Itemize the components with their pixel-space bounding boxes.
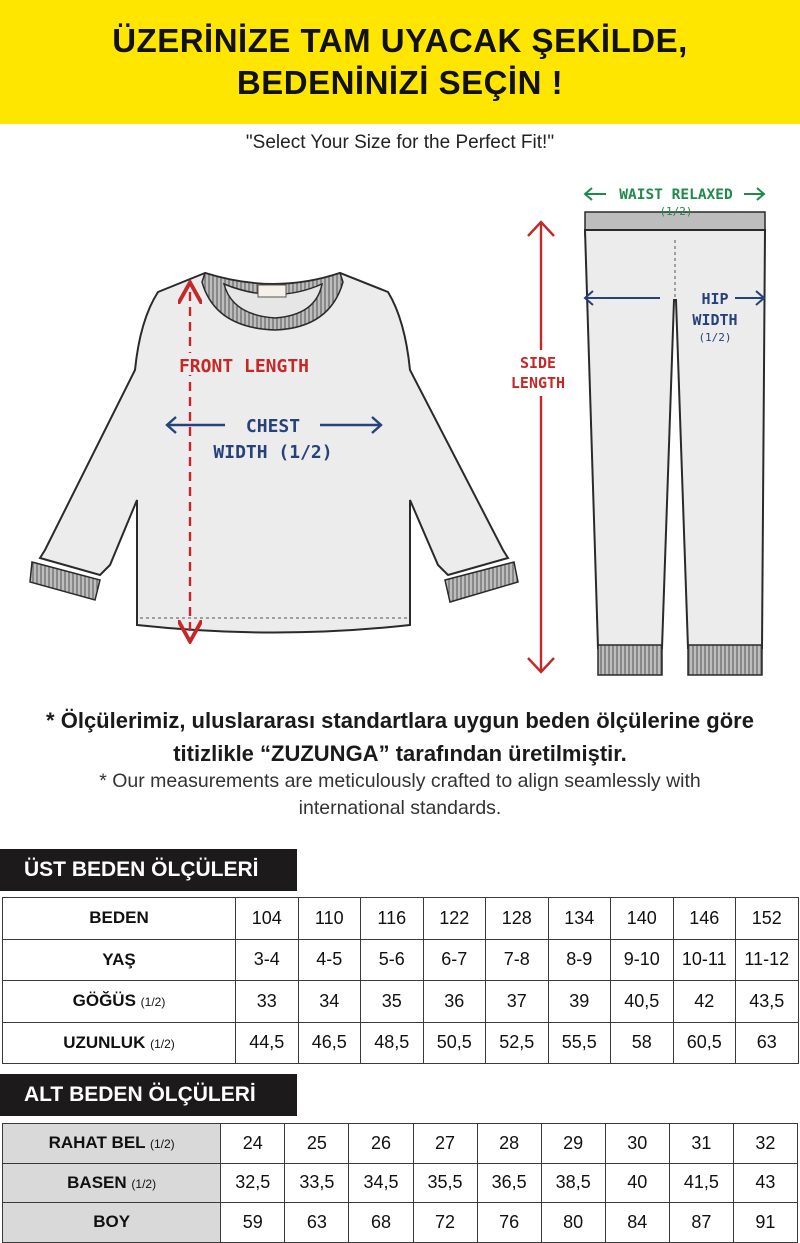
headline-line-2: BEDENİNİZİ SEÇİN !	[236, 64, 564, 101]
table-cell: 35	[361, 981, 424, 1023]
table-cell: 39	[548, 981, 611, 1023]
brand-name: “ZUZUNGA”	[260, 741, 390, 766]
table-cell: 8-9	[548, 939, 611, 981]
row-label	[3, 1163, 221, 1203]
garment-diagram	[0, 170, 800, 690]
table-cell: 59	[221, 1203, 285, 1243]
table-cell: 40,5	[611, 981, 674, 1023]
table-cell: 35,5	[413, 1163, 477, 1203]
table-cell: 43	[733, 1163, 797, 1203]
table-cell: 10-11	[673, 939, 736, 981]
table-cell: 128	[486, 898, 549, 940]
hip-width-label: WIDTH	[692, 311, 738, 329]
waist-relaxed-label: WAIST RELAXED	[619, 187, 733, 203]
pants-illustration	[585, 212, 765, 675]
table-cell: 146	[673, 898, 736, 940]
row-label-text: BEDEN	[89, 908, 149, 928]
table-cell: 63	[285, 1203, 349, 1243]
table-cell: 91	[733, 1203, 797, 1243]
size-row	[3, 1124, 798, 1164]
table-cell: 4-5	[298, 939, 361, 981]
row-unit: (1/2)	[149, 1137, 175, 1152]
chest-label: CHEST	[245, 416, 301, 437]
table-cell: 24	[221, 1124, 285, 1164]
table-cell: 5-6	[361, 939, 424, 981]
front-length-label: FRONT LENGTH	[178, 356, 310, 377]
waist-half-label: (1/2)	[659, 205, 693, 218]
upper-size-title: ÜST BEDEN ÖLÇÜLERİ	[0, 849, 297, 891]
table-cell: 30	[605, 1124, 669, 1164]
note-english	[0, 768, 800, 822]
note-tr-line2	[0, 737, 800, 770]
table-cell: 52,5	[486, 1022, 549, 1064]
table-cell: 87	[669, 1203, 733, 1243]
note-tr-line1: * Ölçülerimiz, uluslararası standartlara uygun beden ölçülerine göre	[46, 708, 754, 733]
table-cell: 25	[285, 1124, 349, 1164]
table-cell: 32,5	[221, 1163, 285, 1203]
table-cell: 33,5	[285, 1163, 349, 1203]
table-cell: 34,5	[349, 1163, 413, 1203]
row-label	[3, 1203, 221, 1243]
table-cell: 116	[361, 898, 424, 940]
row-label-text: BOY	[93, 1212, 131, 1232]
table-cell: 140	[611, 898, 674, 940]
headline-line-1: ÜZERİNİZE TAM UYACAK ŞEKİLDE,	[112, 22, 688, 59]
table-cell: 42	[673, 981, 736, 1023]
size-row	[3, 939, 799, 981]
row-label-text: GÖĞÜS	[72, 991, 136, 1011]
table-cell: 38,5	[541, 1163, 605, 1203]
row-label	[3, 981, 236, 1023]
table-cell: 76	[477, 1203, 541, 1243]
table-cell: 46,5	[298, 1022, 361, 1064]
note-en-line2: international standards.	[298, 797, 502, 819]
table-cell: 122	[423, 898, 486, 940]
table-cell: 31	[669, 1124, 733, 1164]
table-cell: 63	[736, 1022, 799, 1064]
table-cell: 9-10	[611, 939, 674, 981]
table-cell: 110	[298, 898, 361, 940]
row-label-text: BASEN	[67, 1172, 127, 1192]
table-cell: 48,5	[361, 1022, 424, 1064]
table-cell: 60,5	[673, 1022, 736, 1064]
table-cell: 32	[733, 1124, 797, 1164]
side-length-label: LENGTH	[510, 374, 566, 392]
table-cell: 43,5	[736, 981, 799, 1023]
hip-label: HIP	[701, 290, 729, 308]
table-cell: 55,5	[548, 1022, 611, 1064]
row-label	[3, 1124, 221, 1164]
table-cell: 37	[486, 981, 549, 1023]
row-label	[3, 939, 236, 981]
row-unit: (1/2)	[131, 1176, 157, 1191]
size-row	[3, 981, 799, 1023]
size-row	[3, 1203, 798, 1243]
note-en-line1: * Our measurements are meticulously crafted to align seamlessly with	[99, 770, 701, 792]
table-cell: 36	[423, 981, 486, 1023]
chest-width-label: WIDTH (1/2)	[213, 442, 333, 463]
table-cell: 6-7	[423, 939, 486, 981]
table-cell: 7-8	[486, 939, 549, 981]
table-cell: 40	[605, 1163, 669, 1203]
lower-size-title: ALT BEDEN ÖLÇÜLERİ	[0, 1074, 297, 1116]
table-cell: 28	[477, 1124, 541, 1164]
table-cell: 36,5	[477, 1163, 541, 1203]
table-cell: 29	[541, 1124, 605, 1164]
subtitle: "Select Your Size for the Perfect Fit!"	[245, 132, 555, 153]
table-cell: 72	[413, 1203, 477, 1243]
table-cell: 11-12	[736, 939, 799, 981]
table-cell: 80	[541, 1203, 605, 1243]
row-unit: (1/2)	[150, 1036, 175, 1051]
table-cell: 68	[349, 1203, 413, 1243]
size-row	[3, 1163, 798, 1203]
table-cell: 33	[236, 981, 299, 1023]
table-cell: 84	[605, 1203, 669, 1243]
size-row	[3, 898, 799, 940]
table-cell: 50,5	[423, 1022, 486, 1064]
table-cell: 58	[611, 1022, 674, 1064]
row-label	[3, 898, 236, 940]
size-row	[3, 1022, 799, 1064]
side-label: SIDE	[519, 354, 557, 372]
headline-banner	[0, 0, 800, 124]
table-cell: 27	[413, 1124, 477, 1164]
table-cell: 134	[548, 898, 611, 940]
table-cell: 44,5	[236, 1022, 299, 1064]
table-cell: 26	[349, 1124, 413, 1164]
table-cell: 34	[298, 981, 361, 1023]
row-label-text: UZUNLUK	[63, 1032, 146, 1052]
note-turkish	[0, 704, 800, 770]
upper-size-table	[2, 897, 799, 1064]
note-tr-pre: titizlikle	[173, 741, 261, 766]
row-label	[3, 1022, 236, 1064]
table-cell: 152	[736, 898, 799, 940]
lower-size-table	[2, 1123, 798, 1243]
table-cell: 104	[236, 898, 299, 940]
row-label-text: RAHAT BEL	[48, 1133, 146, 1153]
hip-half-label: (1/2)	[698, 331, 732, 344]
row-unit: (1/2)	[140, 995, 166, 1010]
row-label-text: YAŞ	[102, 949, 136, 969]
table-cell: 41,5	[669, 1163, 733, 1203]
note-tr-post: tarafından üretilmiştir.	[389, 741, 627, 766]
table-cell: 3-4	[236, 939, 299, 981]
